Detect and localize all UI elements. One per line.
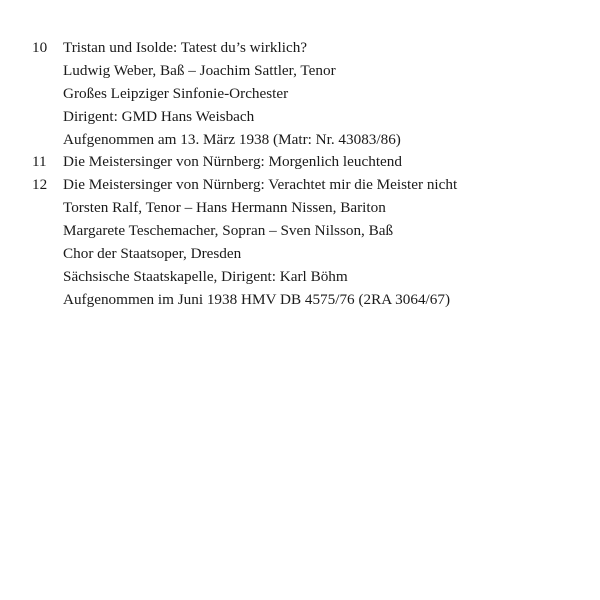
track-title: Die Meistersinger von Nürnberg: Verachtet mir die Meister nicht [63, 176, 458, 194]
track-number: 12 [32, 176, 48, 194]
track-number [32, 289, 63, 312]
track-number [32, 129, 63, 152]
track-title: Die Meistersinger von Nürnberg: Morgenlich leuchtend [63, 153, 402, 171]
track-number [32, 266, 63, 289]
track-10-orchestra-line [32, 83, 592, 106]
track-12-title-line [32, 174, 592, 197]
track-number [32, 83, 63, 106]
track-number [32, 60, 63, 83]
track-10-title-line [32, 37, 592, 60]
track-10-soloists-line [32, 60, 592, 83]
track-number: 11 [32, 153, 47, 171]
performer-credit: Ludwig Weber, Baß – Joachim Sattler, Tenor [63, 61, 336, 79]
performer-credit: Margarete Teschemacher, Sopran – Sven Nilsson, Baß [63, 222, 394, 240]
track-12-soloists-line-2 [32, 220, 592, 243]
track-10-recording-line [32, 129, 592, 152]
track-12-soloists-line-1 [32, 197, 592, 220]
performer-credit: Torsten Ralf, Tenor – Hans Hermann Nissen, Bariton [63, 199, 386, 217]
recording-info: Aufgenommen im Juni 1938 HMV DB 4575/76 (2RA 3064/67) [63, 290, 450, 308]
track-number [32, 197, 63, 220]
track-10-conductor-line [32, 106, 592, 129]
orchestra-credit: Sächsische Staatskapelle, Dirigent: Karl Böhm [63, 267, 348, 285]
track-title: Tristan und Isolde: Tatest du’s wirklich? [63, 39, 308, 56]
track-number: 10 [32, 39, 48, 56]
track-12-orchestra-line [32, 266, 592, 289]
track-number [32, 243, 63, 266]
conductor-credit: Dirigent: GMD Hans Weisbach [63, 107, 255, 125]
recording-info: Aufgenommen am 13. März 1938 (Matr: Nr. 43083/86) [63, 130, 401, 148]
track-12-choir-line [32, 243, 592, 266]
choir-credit: Chor der Staatsoper, Dresden [63, 245, 242, 263]
track-number [32, 220, 63, 243]
tracklist [32, 37, 592, 312]
track-number [32, 106, 63, 129]
track-12-recording-line [32, 289, 592, 312]
orchestra-credit: Großes Leipziger Sinfonie-Orchester [63, 84, 289, 102]
track-11-title-line [32, 151, 592, 174]
